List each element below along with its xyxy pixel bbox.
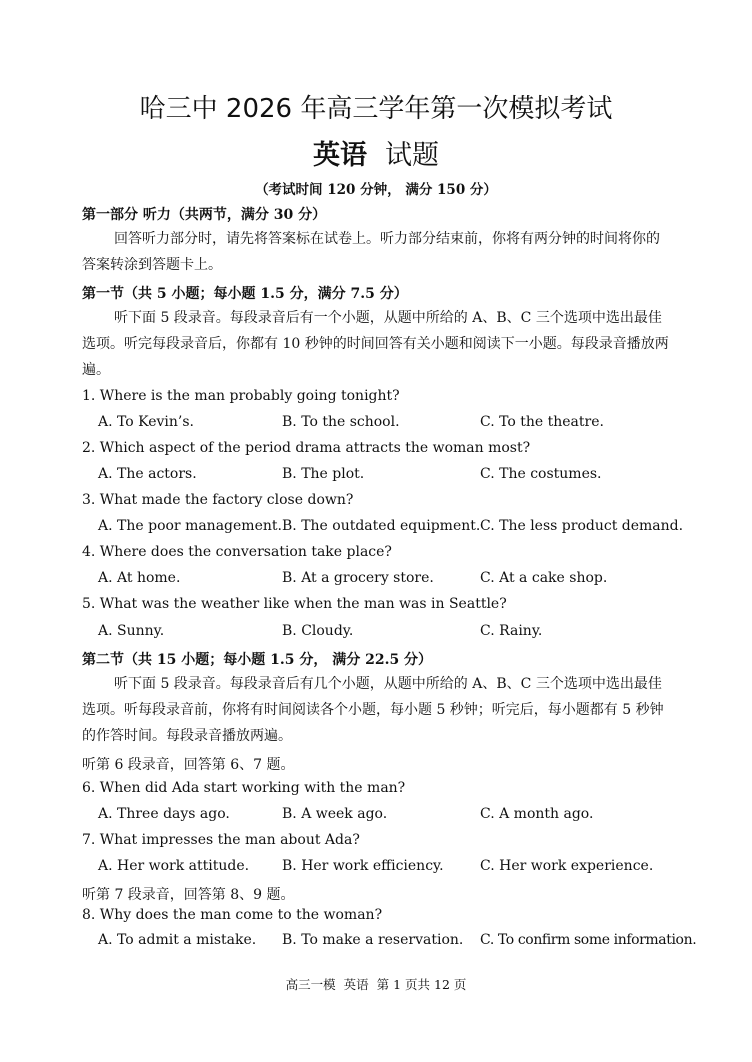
question-3: 3. What made the factory close down? [82, 492, 354, 508]
listen-6-instruction: 听第 6 段录音，回答第 6、7 题。 [82, 757, 295, 773]
question-8: 8. Why does the man come to the woman? [82, 907, 383, 923]
question-6: 6. When did Ada start working with the man? [82, 780, 406, 796]
question-4: 4. Where does the conversation take place? [82, 544, 392, 560]
subject-suffix: 试题 [385, 140, 439, 171]
footer-subject: 英语 [343, 977, 369, 992]
part1-heading: 第一部分 听力（共两节，满分 30 分） [82, 207, 327, 223]
option-6b: B. A week ago. [282, 806, 388, 822]
part1-intro [82, 226, 672, 278]
subject-title [0, 133, 752, 172]
option-1b: B. To the school. [282, 414, 400, 430]
option-4b: B. At a grocery store. [282, 570, 434, 586]
option-5a: A. Sunny. [98, 623, 165, 639]
option-4a: A. At home. [98, 570, 181, 586]
option-2b: B. The plot. [282, 466, 365, 482]
question-2: 2. Which aspect of the period drama attracts the woman most? [82, 440, 531, 456]
option-7b: B. Her work efficiency. [282, 858, 444, 874]
section2-heading: 第二节（共 15 小题；每小题 1.5 分， 满分 22.5 分） [82, 652, 433, 668]
section1-intro [82, 305, 672, 383]
footer-page-number: 第 1 页共 12 页 [376, 977, 467, 992]
option-6a: A. Three days ago. [98, 806, 230, 822]
option-3b: B. The outdated equipment. [282, 518, 481, 534]
page-footer [0, 975, 752, 993]
option-7c: C. Her work experience. [480, 858, 654, 874]
section2-intro [82, 671, 672, 749]
subject-name: 英语 [313, 140, 367, 171]
section1-heading: 第一节（共 5 小题；每小题 1.5 分，满分 7.5 分） [82, 286, 408, 302]
exam-meta: （考试时间 120 分钟， 满分 150 分） [255, 182, 497, 198]
option-4c: C. At a cake shop. [480, 570, 608, 586]
option-8a: A. To admit a mistake. [98, 932, 257, 948]
question-7: 7. What impresses the man about Ada? [82, 832, 360, 848]
listen-7-instruction: 听第 7 段录音，回答第 8、9 题。 [82, 887, 295, 903]
option-1c: C. To the theatre. [480, 414, 604, 430]
part1-intro-text: 回答听力部分时，请先将答案标在试卷上。听力部分结束前，你将有两分钟的时间将你的答案转涂到答题卡上。 [82, 231, 660, 273]
option-2c: C. The costumes. [480, 466, 602, 482]
option-3c: C. The less product demand. [480, 518, 684, 534]
option-1a: A. To Kevin’s. [98, 414, 194, 430]
option-8c: C. To confirm some information. [480, 932, 697, 948]
section2-intro-text: 听下面 5 段录音。每段录音后有几个小题，从题中所给的 A、B、C 三个选项中选出最佳选项。听每段录音前，你将有时间阅读各个小题，每小题 5 秒钟；听完后，每小题都有 5 秒钟的作答时间。每段录音播放两遍。 [82, 676, 664, 744]
footer-exam: 高三一模 [285, 977, 336, 992]
option-6c: C. A month ago. [480, 806, 594, 822]
option-7a: A. Her work attitude. [98, 858, 250, 874]
option-5c: C. Rainy. [480, 623, 543, 639]
option-3a: A. The poor management. [98, 518, 282, 534]
question-5: 5. What was the weather like when the man was in Seattle? [82, 596, 507, 612]
option-5b: B. Cloudy. [282, 623, 354, 639]
option-2a: A. The actors. [98, 466, 197, 482]
exam-title: 哈三中 2026 年高三学年第一次模拟考试 [139, 94, 613, 124]
option-8b: B. To make a reservation. [282, 932, 464, 948]
question-1: 1. Where is the man probably going tonight? [82, 388, 400, 404]
section1-intro-text: 听下面 5 段录音。每段录音后有一个小题，从题中所给的 A、B、C 三个选项中选出最佳选项。听完每段录音后，你都有 10 秒钟的时间回答有关小题和阅读下一小题。每段录音播放两遍。 [82, 310, 669, 378]
